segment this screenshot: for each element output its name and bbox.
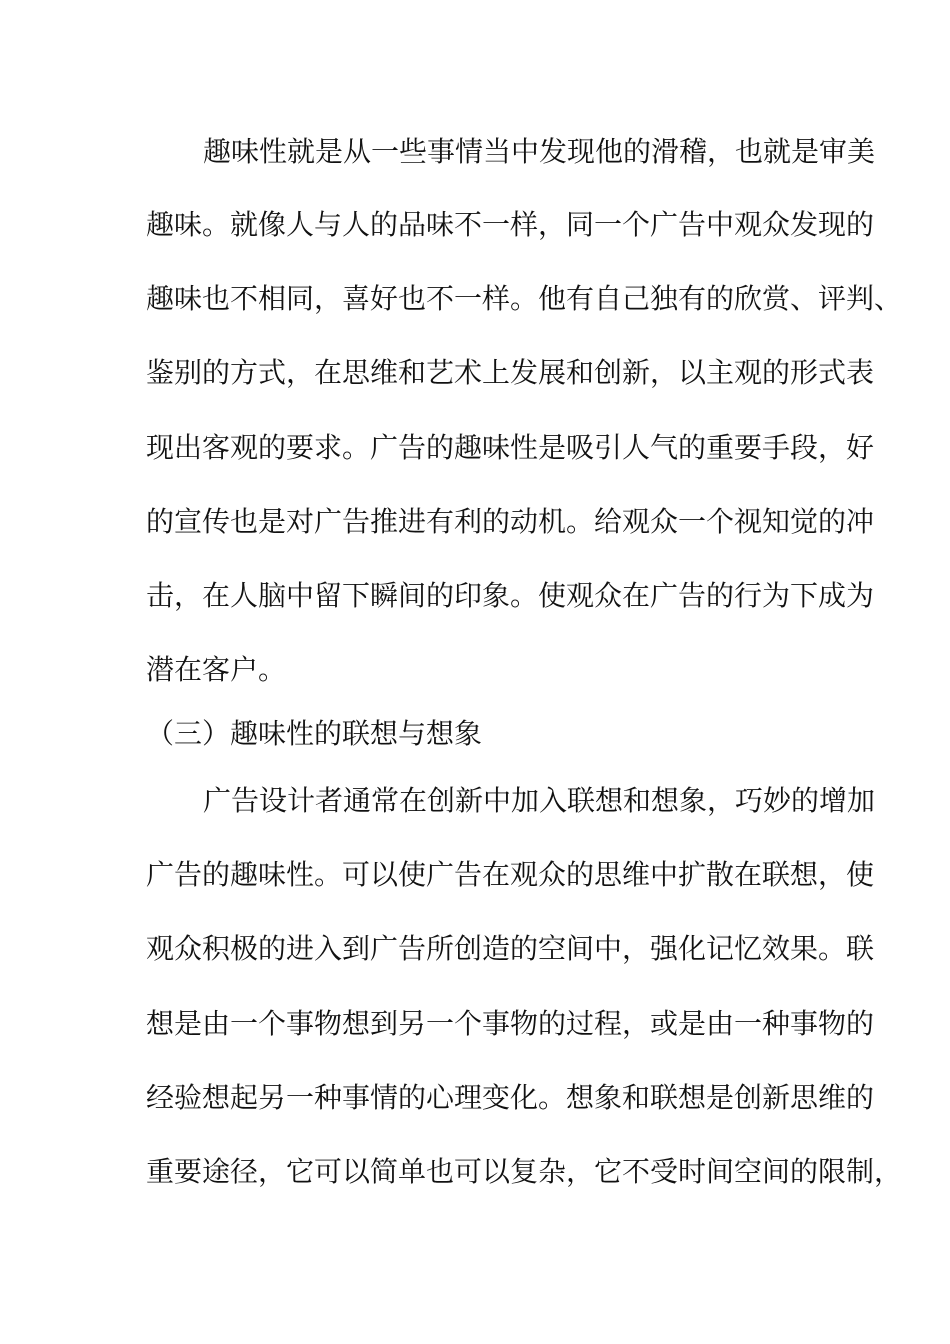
- paragraph-1-line-7: 击，在人脑中留下瞬间的印象。使观众在广告的行为下成为: [146, 579, 875, 612]
- paragraph-1-line-3: 趣味也不相同，喜好也不一样。他有自己独有的欣赏、评判、: [146, 282, 903, 315]
- paragraph-1-line-6: 的宣传也是对广告推进有利的动机。给观众一个视知觉的冲: [146, 505, 875, 538]
- paragraph-1-line-5: 现出客观的要求。广告的趣味性是吸引人气的重要手段，好: [146, 431, 875, 464]
- paragraph-2-line-2: 广告的趣味性。可以使广告在观众的思维中扩散在联想，使: [146, 858, 875, 891]
- paragraph-2-line-4: 想是由一个事物想到另一个事物的过程，或是由一种事物的: [146, 1007, 875, 1040]
- paragraph-1-line-4: 鉴别的方式，在思维和艺术上发展和创新，以主观的形式表: [146, 356, 875, 389]
- paragraph-2-line-5: 经验想起另一种事情的心理变化。想象和联想是创新思维的: [146, 1081, 875, 1114]
- paragraph-1-line-8: 潜在客户。: [146, 653, 287, 686]
- paragraph-2-line-1: 广告设计者通常在创新中加入联想和想象，巧妙的增加: [203, 784, 876, 817]
- section-heading: （三）趣味性的联想与想象: [146, 717, 483, 750]
- paragraph-2-line-6: 重要途径，它可以简单也可以复杂，它不受时间空间的限制，: [146, 1155, 903, 1188]
- paragraph-1-line-1: 趣味性就是从一些事情当中发现他的滑稽，也就是审美: [203, 135, 876, 168]
- paragraph-1-line-2: 趣味。就像人与人的品味不一样，同一个广告中观众发现的: [146, 208, 875, 241]
- paragraph-2-line-3: 观众积极的进入到广告所创造的空间中，强化记忆效果。联: [146, 932, 875, 965]
